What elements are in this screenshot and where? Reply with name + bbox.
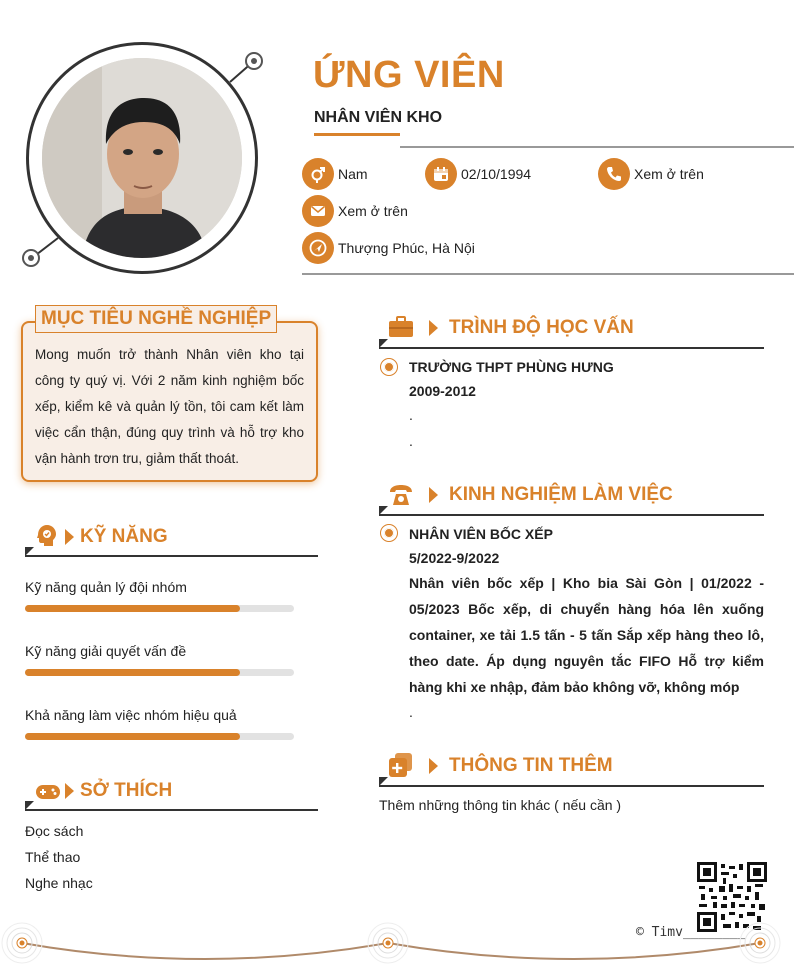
education-arrow-icon [429,320,438,336]
email-value: Xem ở trên [338,203,408,219]
avatar-dot-bottom [22,249,40,267]
objective-title: MỤC TIÊU NGHỀ NGHIỆP [35,305,277,333]
skill-bar-fill [25,733,240,740]
experience-period: 5/2022-9/2022 [409,550,500,566]
skill-label: Kỹ năng giải quyết vấn đề [25,643,187,659]
education-school: TRƯỜNG THPT PHÙNG HƯNG [409,359,614,375]
skills-title: KỸ NĂNG [80,526,168,547]
briefcase-icon [387,315,415,339]
skills-arrow-icon [65,529,74,545]
avatar-dot-top [245,52,263,70]
phone-desk-icon [387,483,415,507]
gamepad-icon [35,782,61,802]
experience-arrow-icon [429,487,438,503]
skills-title-line [25,555,318,557]
phone-icon [598,158,630,190]
contact-address [302,232,475,264]
education-title-line [379,347,764,349]
skill-bar-fill [25,669,240,676]
skill-bar [25,605,294,612]
location-icon [302,232,334,264]
hobbies-title: SỞ THÍCH [80,780,173,801]
add-document-icon [387,752,415,778]
skill-bar [25,669,294,676]
extra-title-line [379,785,764,787]
position-underline [314,133,400,136]
experience-bullet [380,524,398,542]
skill-label: Kỹ năng quản lý đội nhóm [25,579,187,595]
extra-corner [379,777,388,786]
contact-gender [302,158,368,190]
hobby-item: Thể thao [25,849,81,865]
education-note: . [409,433,413,449]
experience-role: NHÂN VIÊN BỐC XẾP [409,526,553,542]
skill-bar-fill [25,605,240,612]
contact-phone [598,158,704,190]
experience-note: . [409,704,413,720]
skill-bar [25,733,294,740]
hobby-item: Đọc sách [25,823,84,839]
hobbies-arrow-icon [65,783,74,799]
contact-birthday [425,158,531,190]
candidate-position: NHÂN VIÊN KHO [314,109,443,126]
avatar-connectors [0,0,300,300]
experience-title-line [379,514,764,516]
education-bullet [380,358,398,376]
header-divider-bottom [302,273,794,275]
hobbies-corner [25,801,34,810]
contact-email [302,195,408,227]
extra-arrow-icon [429,758,438,774]
gender-value: Nam [338,166,368,182]
phone-value: Xem ở trên [634,166,704,182]
address-value: Thượng Phúc, Hà Nội [338,240,475,256]
calendar-icon [425,158,457,190]
education-period: 2009-2012 [409,383,476,399]
email-icon [302,195,334,227]
skill-label: Khả năng làm việc nhóm hiệu quả [25,707,237,723]
hobbies-title-line [25,809,318,811]
education-corner [379,339,388,348]
birthday-value: 02/10/1994 [461,166,532,182]
objective-text: Mong muốn trở thành Nhân viên kho tại công ty quý vị. Với 2 năm kinh nghiệm bốc xếp, kiểm kê và quản lý tồn, tôi cam kết làm việc cẩn thận, đúng quy trình và hỗ trợ kho vận hành trơn tru, giảm thất thoát. [35,347,304,466]
extra-text: Thêm những thông tin khác ( nếu cần ) [379,797,622,813]
header-divider-top [400,146,794,148]
hobby-item: Nghe nhạc [25,875,93,891]
skills-brain-icon [33,523,59,549]
education-note: . [409,407,413,423]
footer-decoration [0,915,800,967]
gender-icon [302,158,334,190]
education-title: TRÌNH ĐỘ HỌC VẤN [449,317,634,338]
experience-title: KINH NGHIỆM LÀM VIỆC [449,484,673,505]
experience-description: Nhân viên bốc xếp | Kho bia Sài Gòn | 01/2022 - 05/2023 Bốc xếp, di chuyển hàng hóa lên xuống container, xe tải 1.5 tấn - 5 tấn Sắp xếp hàng theo lô, theo date. Áp dụng nguyên tắc FIFO Hỗ trợ kiểm hàng khi xe nhập, đảm bảo không vỡ, không móp [409,575,764,695]
experience-corner [379,506,388,515]
skills-corner [25,547,34,556]
candidate-name: ỨNG VIÊN [313,54,505,96]
copyright-text: © Timv________ [636,925,746,940]
extra-title: THÔNG TIN THÊM [449,755,613,776]
